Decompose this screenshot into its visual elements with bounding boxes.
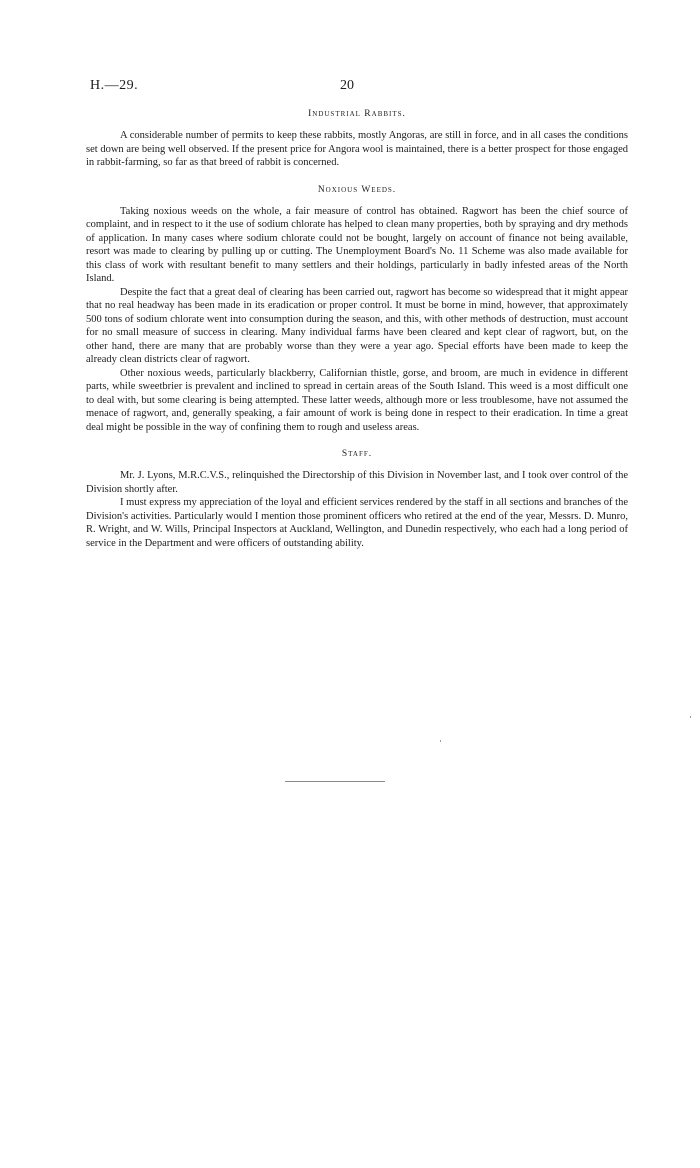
- section-staff: [86, 448, 628, 550]
- paragraph: Taking noxious weeds on the whole, a fair measure of control has obtained. Ragwort has been the chief source of complaint, and in respect to it the use of sodium chlorate has helped to clean many properties, both by spraying and dry methods of application. In many cases where sodium chlorate could not be bought, largely on account of finance not being available, resort was made to clearing by pulling up or cutting. The Unemployment Board's No. 11 Scheme was also made available for this class of work with resultant benefit to many settlers and their holdings, particularly in badly infested areas of the North Island.: [86, 205, 628, 284]
- scan-speck: [690, 716, 691, 718]
- document-reference: H.—29.: [90, 78, 139, 93]
- section-heading: Industrial Rabbits.: [308, 109, 406, 119]
- page-number: 20: [340, 78, 354, 93]
- paragraph: Mr. J. Lyons, M.R.C.V.S., relinquished the Directorship of this Division in November last, and I took over control of the Division shortly after.: [86, 470, 628, 495]
- section-noxious-weeds: [86, 184, 628, 435]
- section-heading: Staff.: [341, 449, 373, 459]
- paragraph: A considerable number of permits to keep these rabbits, mostly Angoras, are still in force, and in all cases the conditions set down are being well observed. If the present price for Angora wool is maintained, there is a better prospect for those engaged in rabbit-farming, so far as that breed of rabbit is concerned.: [86, 130, 628, 168]
- paragraph: I must express my appreciation of the loyal and efficient services rendered by the staff in all sections and branches of the Division's activities. Particularly would I mention those prominent officers who retired at the end of the year, Messrs. D. Munro, R. Wright, and W. Wills, Principal Inspectors at Auckland, Wellington, and Dunedin respectively, who each had a long period of service in the Department and were officers of outstanding ability.: [86, 497, 628, 549]
- document-body: [86, 108, 628, 550]
- paragraph: Despite the fact that a great deal of clearing has been carried out, ragwort has become so widespread that it might appear that no real headway has been made in its eradication or proper control. It must be borne in mind, however, that approximately 500 tons of sodium chlorate went into consumption during the season, and this, with other methods of destruction, must account for no small measure of success in clearing. Many individual farms have been cleared and kept clear of ragwort, but, on the other hand, there are many that are probably worse than they were a year ago. Special efforts have been made to keep the already clean districts clear of ragwort.: [86, 286, 628, 365]
- scan-speck: [440, 740, 441, 742]
- section-industrial-rabbits: [86, 108, 628, 170]
- paragraph: Other noxious weeds, particularly blackberry, Californian thistle, gorse, and broom, are much in evidence in different parts, while sweetbrier is prevalent and inclined to spread in certain areas of the South Island. This weed is a most difficult one to deal with, but some clearing is being attempted. These latter weeds, although more or less troublesome, have not assumed the menace of ragwort, and, generally speaking, a fair amount of work is being done in respect to their eradication. In time a great deal might be possible in the way of confining them to rough and useless areas.: [86, 367, 628, 433]
- page-header: [90, 78, 630, 98]
- end-rule: [285, 781, 385, 782]
- section-heading: Noxious Weeds.: [317, 184, 397, 195]
